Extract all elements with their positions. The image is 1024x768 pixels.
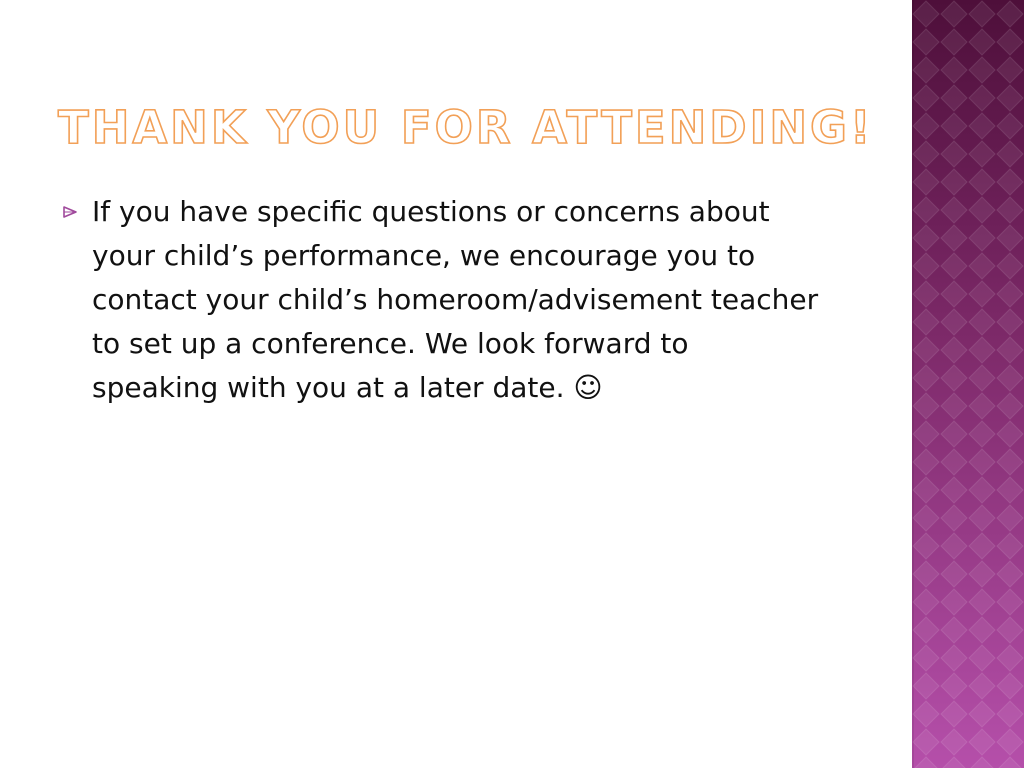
decorative-side-band bbox=[912, 0, 1024, 768]
diamond-pattern bbox=[912, 0, 1024, 768]
bullet-text: If you have specific questions or concerns about your child’s performance, we encourage you to contact your child’s homeroom/advisement teacher to set up a conference. We look forward to speaking with you at a later date. ☺ bbox=[92, 195, 819, 404]
bullet-item bbox=[62, 190, 822, 410]
slide-content bbox=[62, 190, 822, 410]
slide-title: THANK YOU FOR ATTENDING! bbox=[58, 101, 874, 154]
arrowhead-bullet-icon bbox=[62, 205, 78, 219]
